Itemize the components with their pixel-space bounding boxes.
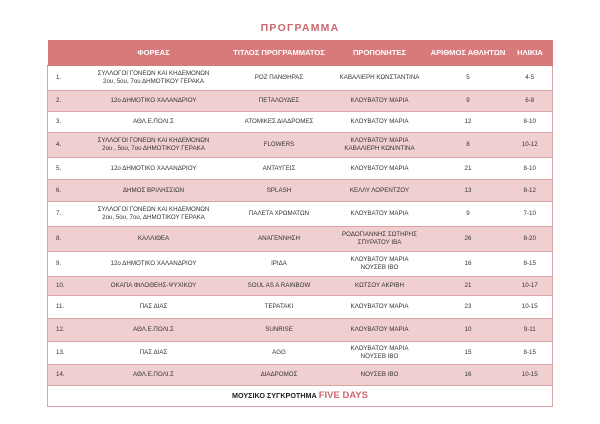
program-title: ΠΕΤΑΛΟΥΔΕΣ [258,97,300,104]
program-title-cell [228,66,331,91]
coach-line2: ΣΠΥΡΑΤΟΥ ΙΒΑ [357,239,402,246]
age-range: 9-11 [523,326,536,333]
row-number-cell [48,227,80,252]
organization-line1: ΔΗΜΟΣ ΒΡΙΛΗΣΣΙΩΝ [122,186,185,194]
organization-cell [80,365,228,386]
row-number-cell [48,252,80,277]
row-number-cell [48,202,80,227]
row-number: 11. [56,303,65,310]
age-range: 4-5 [525,74,535,81]
athletes-count: 10 [464,326,472,333]
organization-cell [80,66,228,91]
athletes-count: 5 [466,74,470,81]
row-number: 13. [56,349,65,356]
athletes-cell [429,296,508,319]
page-title: ΠΡΟΓΡΑΜΜΑ [260,22,340,34]
coaches-cell [331,227,429,252]
coach-line1: ΚΛΟΥΒΑΤΟΥ ΜΑΡΙΑ [350,303,409,310]
organization-cell [80,112,228,133]
program-title: AGG [272,349,286,356]
organization-cell [80,180,228,202]
age-range: 10-15 [521,371,538,378]
row-number: 12. [56,326,65,333]
row-number-cell [48,66,80,91]
coach-line2: ΝΟΥΣΕΒ ΙΒΟ [360,353,399,360]
athletes-cell [429,365,508,386]
organization-cell [80,133,228,158]
row-number: 14. [56,371,65,378]
program-title-cell [228,180,331,202]
row-number-cell [48,133,80,158]
athletes-cell [429,180,508,202]
coaches-cell [331,342,429,365]
table-row [48,66,553,91]
program-title: ΔΙΑΔΡΟΜΟΣ [260,371,298,378]
athletes-count: 8 [466,141,470,148]
row-number-cell [48,180,80,202]
athletes-cell [429,202,508,227]
organization-cell [80,91,228,112]
organization-cell [80,277,228,296]
program-title-cell [228,133,331,158]
athletes-count: 9 [466,210,470,217]
table-row [48,133,553,158]
column-header-coaches: ΠΡΟΠΟΝΗΤΕΣ [331,40,429,66]
coaches-cell [331,112,429,133]
age-cell [508,319,553,342]
coach-line1: ΡΟΔΟΓΙΑΝΝΗΣ ΣΩΤΗΡΗΣ [342,231,417,238]
age-cell [508,133,553,158]
age-range: 8-12 [523,186,536,194]
coach-line1: ΚΩΤΣΟΥ ΑΚΡΙΒΗ [354,282,405,289]
age-cell [508,66,553,91]
athletes-count: 13 [464,186,472,194]
athletes-count: 21 [464,282,472,289]
age-cell [508,202,553,227]
table-row [48,319,553,342]
organization-line1: 12ο ΔΗΜΟΤΙΚΟ ΧΑΛΑΝΔΡΙΟΥ [110,164,197,172]
coaches-cell [331,66,429,91]
program-title: SUNRISE [265,326,293,333]
coach-line1: ΚΛΟΥΒΑΤΟΥ ΜΑΡΙΑ [350,118,409,125]
column-header-program-title: ΤΙΤΛΟΣ ΠΡΟΓΡΑΜΜΑΤΟΣ [228,40,331,66]
organization-line2: 2ου, 5ου, 7ου ΔΗΜΟΤΙΚΟΥ ΓΕΡΑΚΑ [103,78,204,85]
coach-line1: ΝΟΥΣΕΒ ΙΒΟ [360,371,399,378]
athletes-cell [429,66,508,91]
age-range: 8-10 [523,118,536,125]
organization-line1: ΠΑΣ ΔΙΑΣ [139,303,168,310]
program-title-cell [228,252,331,277]
coach-line1: ΚΛΟΥΒΑΤΟΥ ΜΑΡΙΑ [350,345,409,352]
row-number: 8. [56,235,62,242]
athletes-cell [429,91,508,112]
column-header-age: ΗΛΙΚΙΑ [508,40,553,66]
coaches-cell [331,180,429,202]
age-cell [508,252,553,277]
coach-line2: ΚΑΒΑΛΙΕΡΗ ΚΩΝ/ΝΤΙΝΑ [344,145,415,152]
age-cell [508,112,553,133]
row-number: 7. [56,210,62,217]
row-number: 3. [56,118,62,125]
athletes-cell [429,133,508,158]
age-range: 6-8 [525,97,535,104]
program-title: ΤΕΡΑΤΑΚΙ [264,303,294,310]
table-row [48,91,553,112]
table-header-row [48,40,553,66]
row-number-cell [48,319,80,342]
athletes-count: 26 [464,235,472,242]
athletes-count: 12 [464,118,472,125]
athletes-cell [429,277,508,296]
footer-row [48,386,553,407]
organization-line1: ΣΥΛΛΟΓΟΙ ΓΟΝΕΩΝ ΚΑΙ ΚΗΔΕΜΟΝΩΝ [97,137,210,144]
program-title-cell [228,296,331,319]
table-row [48,180,553,202]
column-header-athletes: ΑΡΙΘΜΟΣ ΑΘΛΗΤΩΝ [429,40,508,66]
program-title: ΡΟΖ ΠΑΝΘΗΡΑΣ [254,74,304,81]
program-title-cell [228,277,331,296]
organization-line1: ΑΘΛ.Ε.ΠΟΛΙ.Σ [133,371,174,378]
row-number: 6. [56,186,62,194]
column-header-organization: ΦΟΡΕΑΣ [80,40,228,66]
table-row [48,158,553,180]
coaches-cell [331,365,429,386]
coach-line1: ΚΕΛΛΥ ΛΟΡΕΝΤΖΟΥ [349,186,410,194]
coaches-cell [331,252,429,277]
organization-cell [80,227,228,252]
row-number: 1. [56,74,62,81]
organization-line2: 2ου , 5ου, 7ου ΔΗΜΟΤΙΚΟΥ ΓΕΡΑΚΑ [102,145,205,152]
footer-prefix: ΜΟΥΣΙΚΟ ΣΥΓΚΡΟΤΗΜΑ [232,391,317,400]
organization-line1: 12ο ΔΗΜΟΤΙΚΟ ΧΑΛΑΝΔΡΙΟΥ [110,260,197,267]
program-title-cell [228,158,331,180]
organization-cell [80,202,228,227]
organization-line1: ΣΥΛΛΟΓΟΙ ΓΟΝΕΩΝ ΚΑΙ ΚΗΔΕΜΟΝΩΝ [97,206,210,213]
age-cell [508,296,553,319]
table-row [48,277,553,296]
program-title: FLOWERS [263,141,295,148]
organization-line2: 2ου, 5ου, 7ου, ΔΗΜΟΤΙΚΟΥ ΓΕΡΑΚΑ [102,214,205,221]
program-title-cell [228,202,331,227]
organization-line1: 12ο ΔΗΜΟΤΙΚΟ ΧΑΛΑΝΔΡΙΟΥ [110,97,197,104]
program-title-cell [228,342,331,365]
program-title-cell [228,227,331,252]
program-title-cell [228,319,331,342]
table-row [48,365,553,386]
program-title: ΑΤΟΜΙΚΕΣ ΔΙΑΔΡΟΜΕΣ [244,118,314,125]
organization-cell [80,296,228,319]
coach-line1: ΚΛΟΥΒΑΤΟΥ ΜΑΡΙΑ [350,210,409,217]
athletes-count: 23 [464,303,472,310]
organization-line1: ΚΑΛΛΙΘΕΑ [137,235,170,242]
organization-cell [80,319,228,342]
table-row [48,227,553,252]
athletes-cell [429,252,508,277]
program-title-cell [228,365,331,386]
coach-line2: ΝΟΥΣΕΒ ΙΒΟ [360,264,399,271]
athletes-count: 16 [464,371,472,378]
row-number-cell [48,158,80,180]
program-title-cell [228,112,331,133]
coaches-cell [331,91,429,112]
organization-line1: ΑΘΛ.Ε.ΠΟΛΙ.Σ [133,326,174,333]
table-row [48,202,553,227]
organization-line1: ΑΘΛ.Ε.ΠΟΛΙ.Σ [133,118,174,125]
row-number-cell [48,112,80,133]
athletes-cell [429,342,508,365]
coach-line1: ΚΛΟΥΒΑΤΟΥ ΜΑΡΙΑ [350,137,409,144]
age-range: 7-10 [523,210,536,217]
age-cell [508,227,553,252]
column-header-number [48,40,80,66]
row-number-cell [48,277,80,296]
coaches-cell [331,296,429,319]
table-row [48,296,553,319]
coach-line1: ΚΛΟΥΒΑΤΟΥ ΜΑΡΙΑ [350,97,409,104]
organization-cell [80,342,228,365]
athletes-cell [429,112,508,133]
row-number: 2. [56,97,62,104]
athletes-cell [429,319,508,342]
table-row [48,252,553,277]
program-title: SOUL AS A RAINBOW [247,282,311,289]
coach-line1: ΚΛΟΥΒΑΤΟΥ ΜΑΡΙΑ [350,164,409,172]
program-title: ΠΑΛΕΤΑ ΧΡΩΜΑΤΩΝ [248,210,310,217]
age-cell [508,180,553,202]
coaches-cell [331,202,429,227]
organization-line1: ΣΥΛΛΟΓΟΙ ΓΟΝΕΩΝ ΚΑΙ ΚΗΔΕΜΟΝΩΝ [97,70,210,77]
row-number-cell [48,342,80,365]
program-title: ΙΡΙΔΑ [271,260,287,267]
coaches-cell [331,319,429,342]
athletes-count: 15 [464,349,472,356]
coach-line1: ΚΛΟΥΒΑΤΟΥ ΜΑΡΙΑ [350,256,409,263]
athletes-count: 9 [466,97,470,104]
coach-line1: ΚΑΒΑΛΙΕΡΗ ΚΩΝΣΤΑΝΤΙΝΑ [339,74,420,81]
age-cell [508,91,553,112]
program-title: ΑΝΤΑΥΓΕΙΣ [262,164,296,172]
program-table [47,40,553,407]
athletes-cell [429,158,508,180]
table-row [48,112,553,133]
age-range: 10-15 [521,303,538,310]
age-range: 8-10 [523,164,536,172]
program-title-cell [228,91,331,112]
row-number: 4. [56,141,62,148]
age-range: 10-12 [521,141,538,148]
organization-cell [80,252,228,277]
age-cell [508,342,553,365]
coaches-cell [331,133,429,158]
age-cell [508,365,553,386]
athletes-count: 21 [464,164,472,172]
row-number: 5. [56,164,62,172]
footer-cell [48,386,553,407]
footer-band-name: FIVE DAYS [318,390,368,401]
athletes-cell [429,227,508,252]
table-row [48,342,553,365]
organization-cell [80,158,228,180]
organization-line1: ΟΚΑΠΑ ΦΙΛΟΘΕΗΣ-ΨΥΧΙΚΟΥ [110,282,197,289]
organization-line1: ΠΑΣ ΔΙΑΣ [139,349,168,356]
age-range: 8-20 [523,235,536,242]
program-title: ΑΝΑΓΕΝΝΗΣΗ [258,235,300,242]
coach-line1: ΚΛΟΥΒΑΤΟΥ ΜΑΡΙΑ [350,326,409,333]
row-number-cell [48,365,80,386]
coaches-cell [331,277,429,296]
row-number-cell [48,91,80,112]
age-cell [508,158,553,180]
age-range: 8-15 [523,260,536,267]
row-number: 10. [56,282,65,289]
age-range: 8-15 [523,349,536,356]
athletes-count: 16 [464,260,472,267]
age-cell [508,277,553,296]
coaches-cell [331,158,429,180]
age-range: 10-17 [521,282,538,289]
row-number-cell [48,296,80,319]
program-title: SPLASH [266,186,292,194]
row-number: 9. [56,260,62,267]
